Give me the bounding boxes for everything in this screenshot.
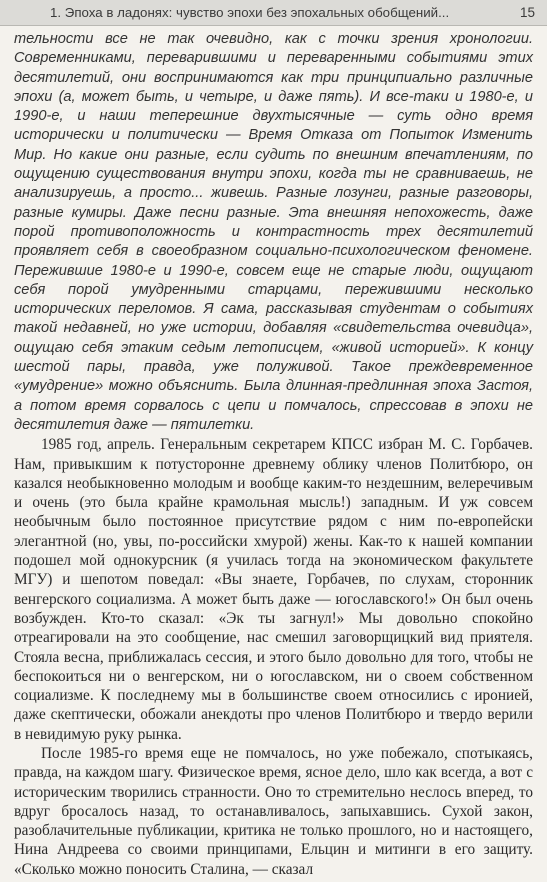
body-paragraph: После 1985-го время еще не помчалось, но уже побежало, спотыкаясь, правда, на каждом шагу. Физическое время, ясное дело, шло как всегда, а вот с историческим творились странности. Оно то стремительно неслось вперед, то вдруг бросалось назад, то останавливалось, запыхавшись. Сухой закон, разоблачительные публикации, критика не только прошлого, но и настоящего, Нина Андреева со своими принципами, Ельцин и митинги в его защиту. «Сколько можно поносить Сталина, — сказал xyxy=(14,744,533,878)
running-header xyxy=(0,0,547,26)
page-number: 15 xyxy=(519,5,535,20)
page-body xyxy=(14,30,533,879)
running-title: 1. Эпоха в ладонях: чувство эпохи без эпохальных обобщений... xyxy=(50,5,450,20)
italic-paragraph: тельности все не так очевидно, как с точки зрения хронологии. Современниками, переварившими и переваренными событиями этих десятилетий, они воспринимаются как три принципиально различные эпохи (а, может быть, и четыре, и даже пять). И все-таки и 1980-е, и 1990-е, и наши теперешние двухтысячные — суть одно время исторически и политически — Время Отказа от Попыток Изменить Мир. Но какие они разные, если судить по внешним впечатлениям, по ощущению существования внутри эпохи, когда ты не сравниваешь, не анализируешь, а просто... живешь. Разные лозунги, разные разговоры, разные кумиры. Даже песни разные. Эта внешняя непохожесть, даже порой противоположность и контрастность трех десятилетий проявляет себя в своеобразном социально-психологическом феномене. Пережившие 1980-е и 1990-е, совсем еще не старые люди, ощущают себя порой умудренными старцами, пережившими несколько исторических переломов. Я сама, рассказывая студентам о событиях такой недавней, но уже истории, добавляя «свидетельства очевидца», ощущаю себя этаким седым летописцем, «живой историей». К концу шестой пары, правда, уже полуживой. Такое преждевременное «умудрение» можно объяснить. Была длинная-предлинная эпоха Застоя, а потом время сорвалось с цепи и помчалось, спрессовав в эпохи не десятилетия даже — пятилетки. xyxy=(14,31,533,433)
body-paragraph: 1985 год, апрель. Генеральным секретарем КПСС избран М. С. Горбачев. Нам, привыкшим к потусторонне древнему облику членов Политбюро, он казался необыкновенно молодым и вообще каким-то нездешним, велеречивым и очень (это была крайне крамольная мысль!) западным. И уж совсем необычным было постоянное присутствие рядом с ним по-европейски элегантной (но, увы, по-российски хмурой) жены. Как-то к нашей компании подошел мой однокурсник (я училась тогда на экономическом факультете МГУ) и шепотом поведал: «Вы знаете, Горбачев, по слухам, сторонник венгерского социализма. А может быть даже — югославского!» Он был очень возбужден. Кто-то сказал: «Эк ты загнул!» Мы довольно спокойно отреагировали на это сообщение, нас смешил заговорщицкий вид приятеля. Стояла весна, приближалась сессия, и этого было довольно для того, чтобы не беспокоиться ни о венгерском, ни о югославском, ни о своем собственном социализме. К последнему мы в большинстве своем относились с иронией, даже скептически, обожали анекдоты про членов Политбюро и твердо верили в невидимую руку рынка. xyxy=(14,436,533,743)
